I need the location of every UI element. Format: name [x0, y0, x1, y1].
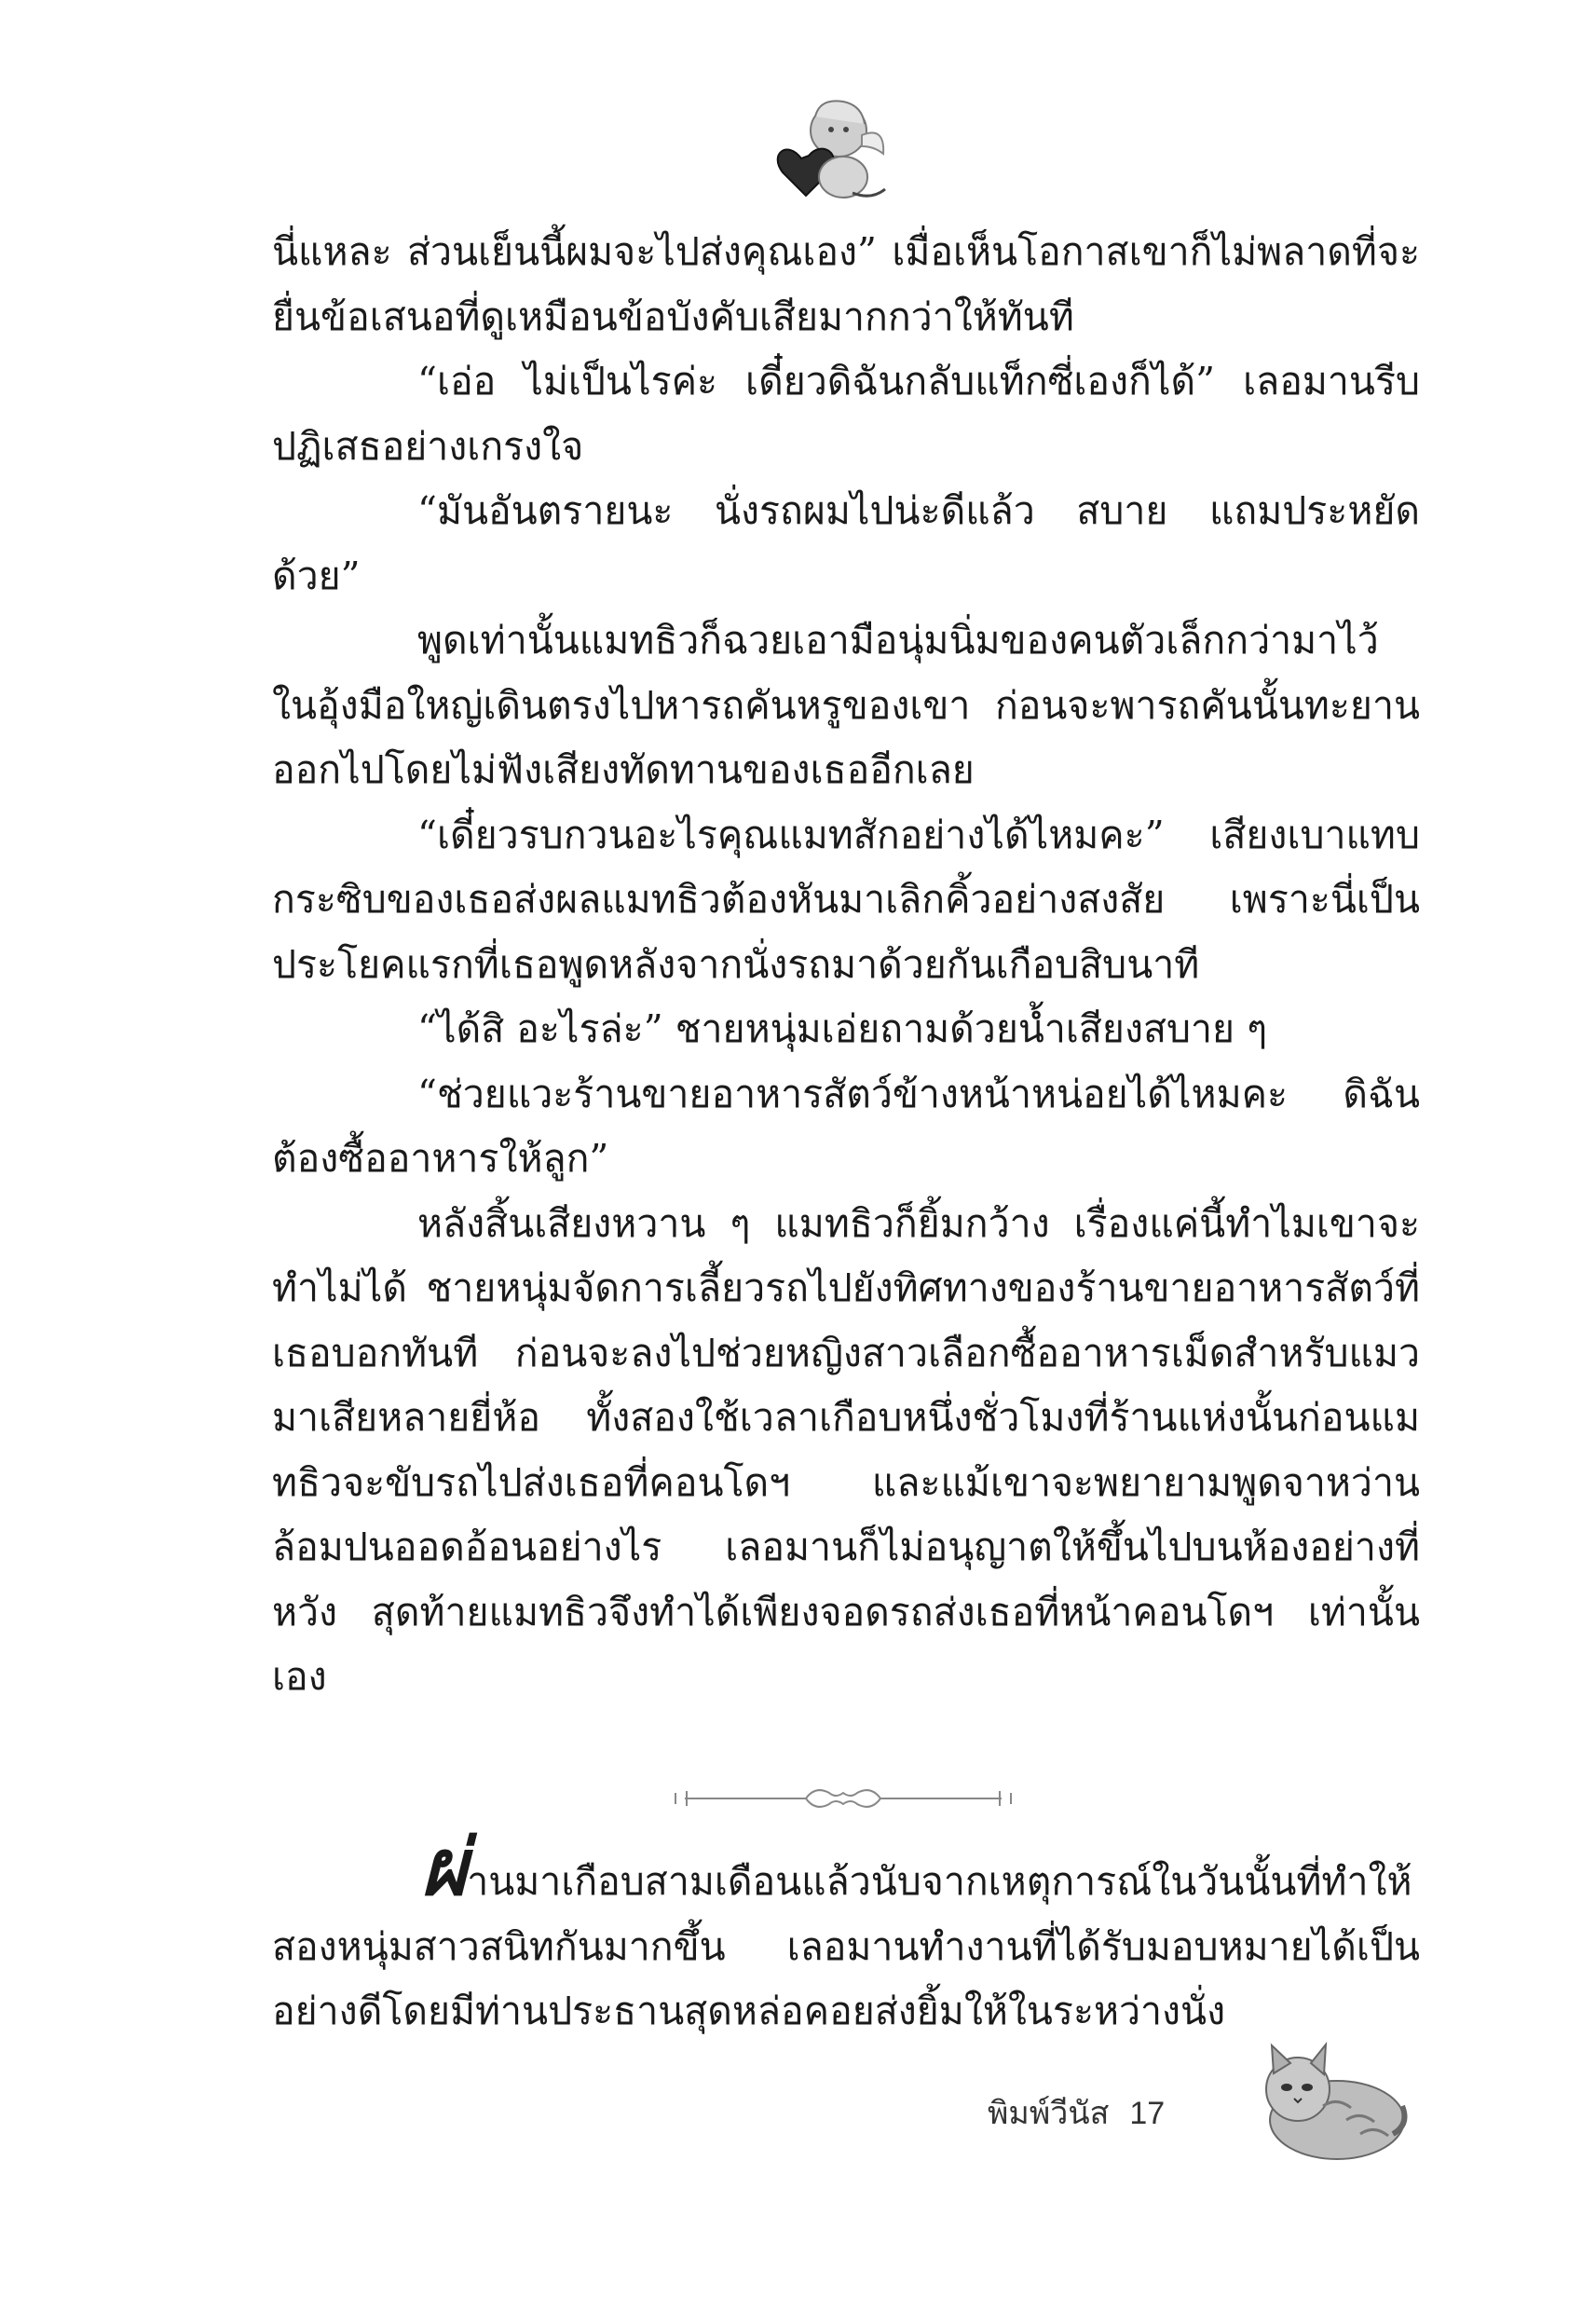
paragraph: “เอ่อ ไม่เป็นไรค่ะ เดี๋ยวดิฉันกลับแท็กซี่เองก็ได้” เลอมานรีบปฏิเสธอย่างเกรงใจ — [272, 359, 1420, 469]
drop-cap: ผ่ — [421, 1822, 468, 1913]
paragraph: พูดเท่านั้นแมทธิวก็ฉวยเอามือนุ่มนิ่มของคนตัวเล็กกว่ามาไว้ในอุ้งมือใหญ่เดินตรงไปหารถคันหรูของเขา ก่อนจะพารถคันนั้นทะยานออกไปโดยไม่ฟังเสียงทัดทานของเธออีกเลย — [272, 618, 1420, 792]
paragraph: “ช่วยแวะร้านขายอาหารสัตว์ข้างหน้าหน่อยได้ไหมคะ ดิฉันต้องซื้ออาหารให้ลูก” — [272, 1071, 1420, 1181]
paragraph: “เดี๋ยวรบกวนอะไรคุณแมทสักอย่างได้ไหมคะ” เสียงเบาแทบกระซิบของเธอส่งผลแมทธิวต้องหันมาเลิกคิ้วอย่างสงสัย เพราะนี่เป็นประโยคแรกที่เธอพูดหลังจากนั่งรถมาด้วยกันเกือบสิบนาที — [272, 812, 1420, 987]
page-footer — [988, 2087, 1165, 2138]
body-text — [272, 220, 1420, 1710]
paragraph: นี่แหละ ส่วนเย็นนี้ผมจะไปส่งคุณเอง” เมื่อเห็นโอกาสเขาก็ไม่พลาดที่จะยื่นข้อเสนอที่ดูเหมือนข้อบังคับเสียมากกว่าให้ทันที — [272, 229, 1420, 339]
page-number: 17 — [1129, 2096, 1166, 2131]
paragraph: “ได้สิ อะไรล่ะ” ชายหนุ่มเอ่ยถามด้วยน้ำเสียงสบาย ๆ — [417, 1006, 1268, 1051]
cupid-heart-icon — [764, 89, 894, 210]
paragraph — [272, 1822, 1420, 2044]
scroll-ornament-icon — [666, 1780, 1020, 1817]
paragraph: หลังสิ้นเสียงหวาน ๆ แมทธิวก็ยิ้มกว้าง เรื่องแค่นี้ทำไมเขาจะทำไม่ได้ ชายหนุ่มจัดการเลี้ยวรถไปยังทิศทางของร้านขายอาหารสัตว์ที่เธอบอกทันที ก่อนจะลงไปช่วยหญิงสาวเลือกซื้ออาหารเม็ดสำหรับแมวมาเสียหลายยี่ห้อ ทั้งสองใช้เวลาเกือบหนึ่งชั่วโมงที่ร้านแห่งนั้นก่อนแมทธิวจะขับรถไปส่งเธอที่คอนโดฯ และแม้เขาจะพยายามพูดจาหว่านล้อมปนออดอ้อนอย่างไร เลอมานก็ไม่อนุญาตให้ขึ้นไปบนห้องอย่างที่หวัง สุดท้ายแมทธิวจึงทำได้เพียงจอดรถส่งเธอที่หน้าคอนโดฯ เท่านั้นเอง — [272, 1200, 1420, 1699]
chapter-text — [272, 1822, 1420, 2044]
cat-icon — [1244, 2031, 1412, 2171]
book-title: พิมพ์วีนัส — [988, 2096, 1110, 2131]
section-text: านมาเกือบสามเดือนแล้วนับจากเหตุการณ์ในวันนั้นที่ทำให้สองหนุ่มสาวสนิทกันมากขึ้น เลอมานทำงานที่ได้รับมอบหมายได้เป็นอย่างดีโดยมีท่านประธานสุดหล่อคอยส่งยิ้มให้ในระหว่างนั่ง — [272, 1859, 1420, 2033]
paragraph: “มันอันตรายนะ นั่งรถผมไปน่ะดีแล้ว สบาย แถมประหยัดด้วย” — [272, 488, 1420, 598]
